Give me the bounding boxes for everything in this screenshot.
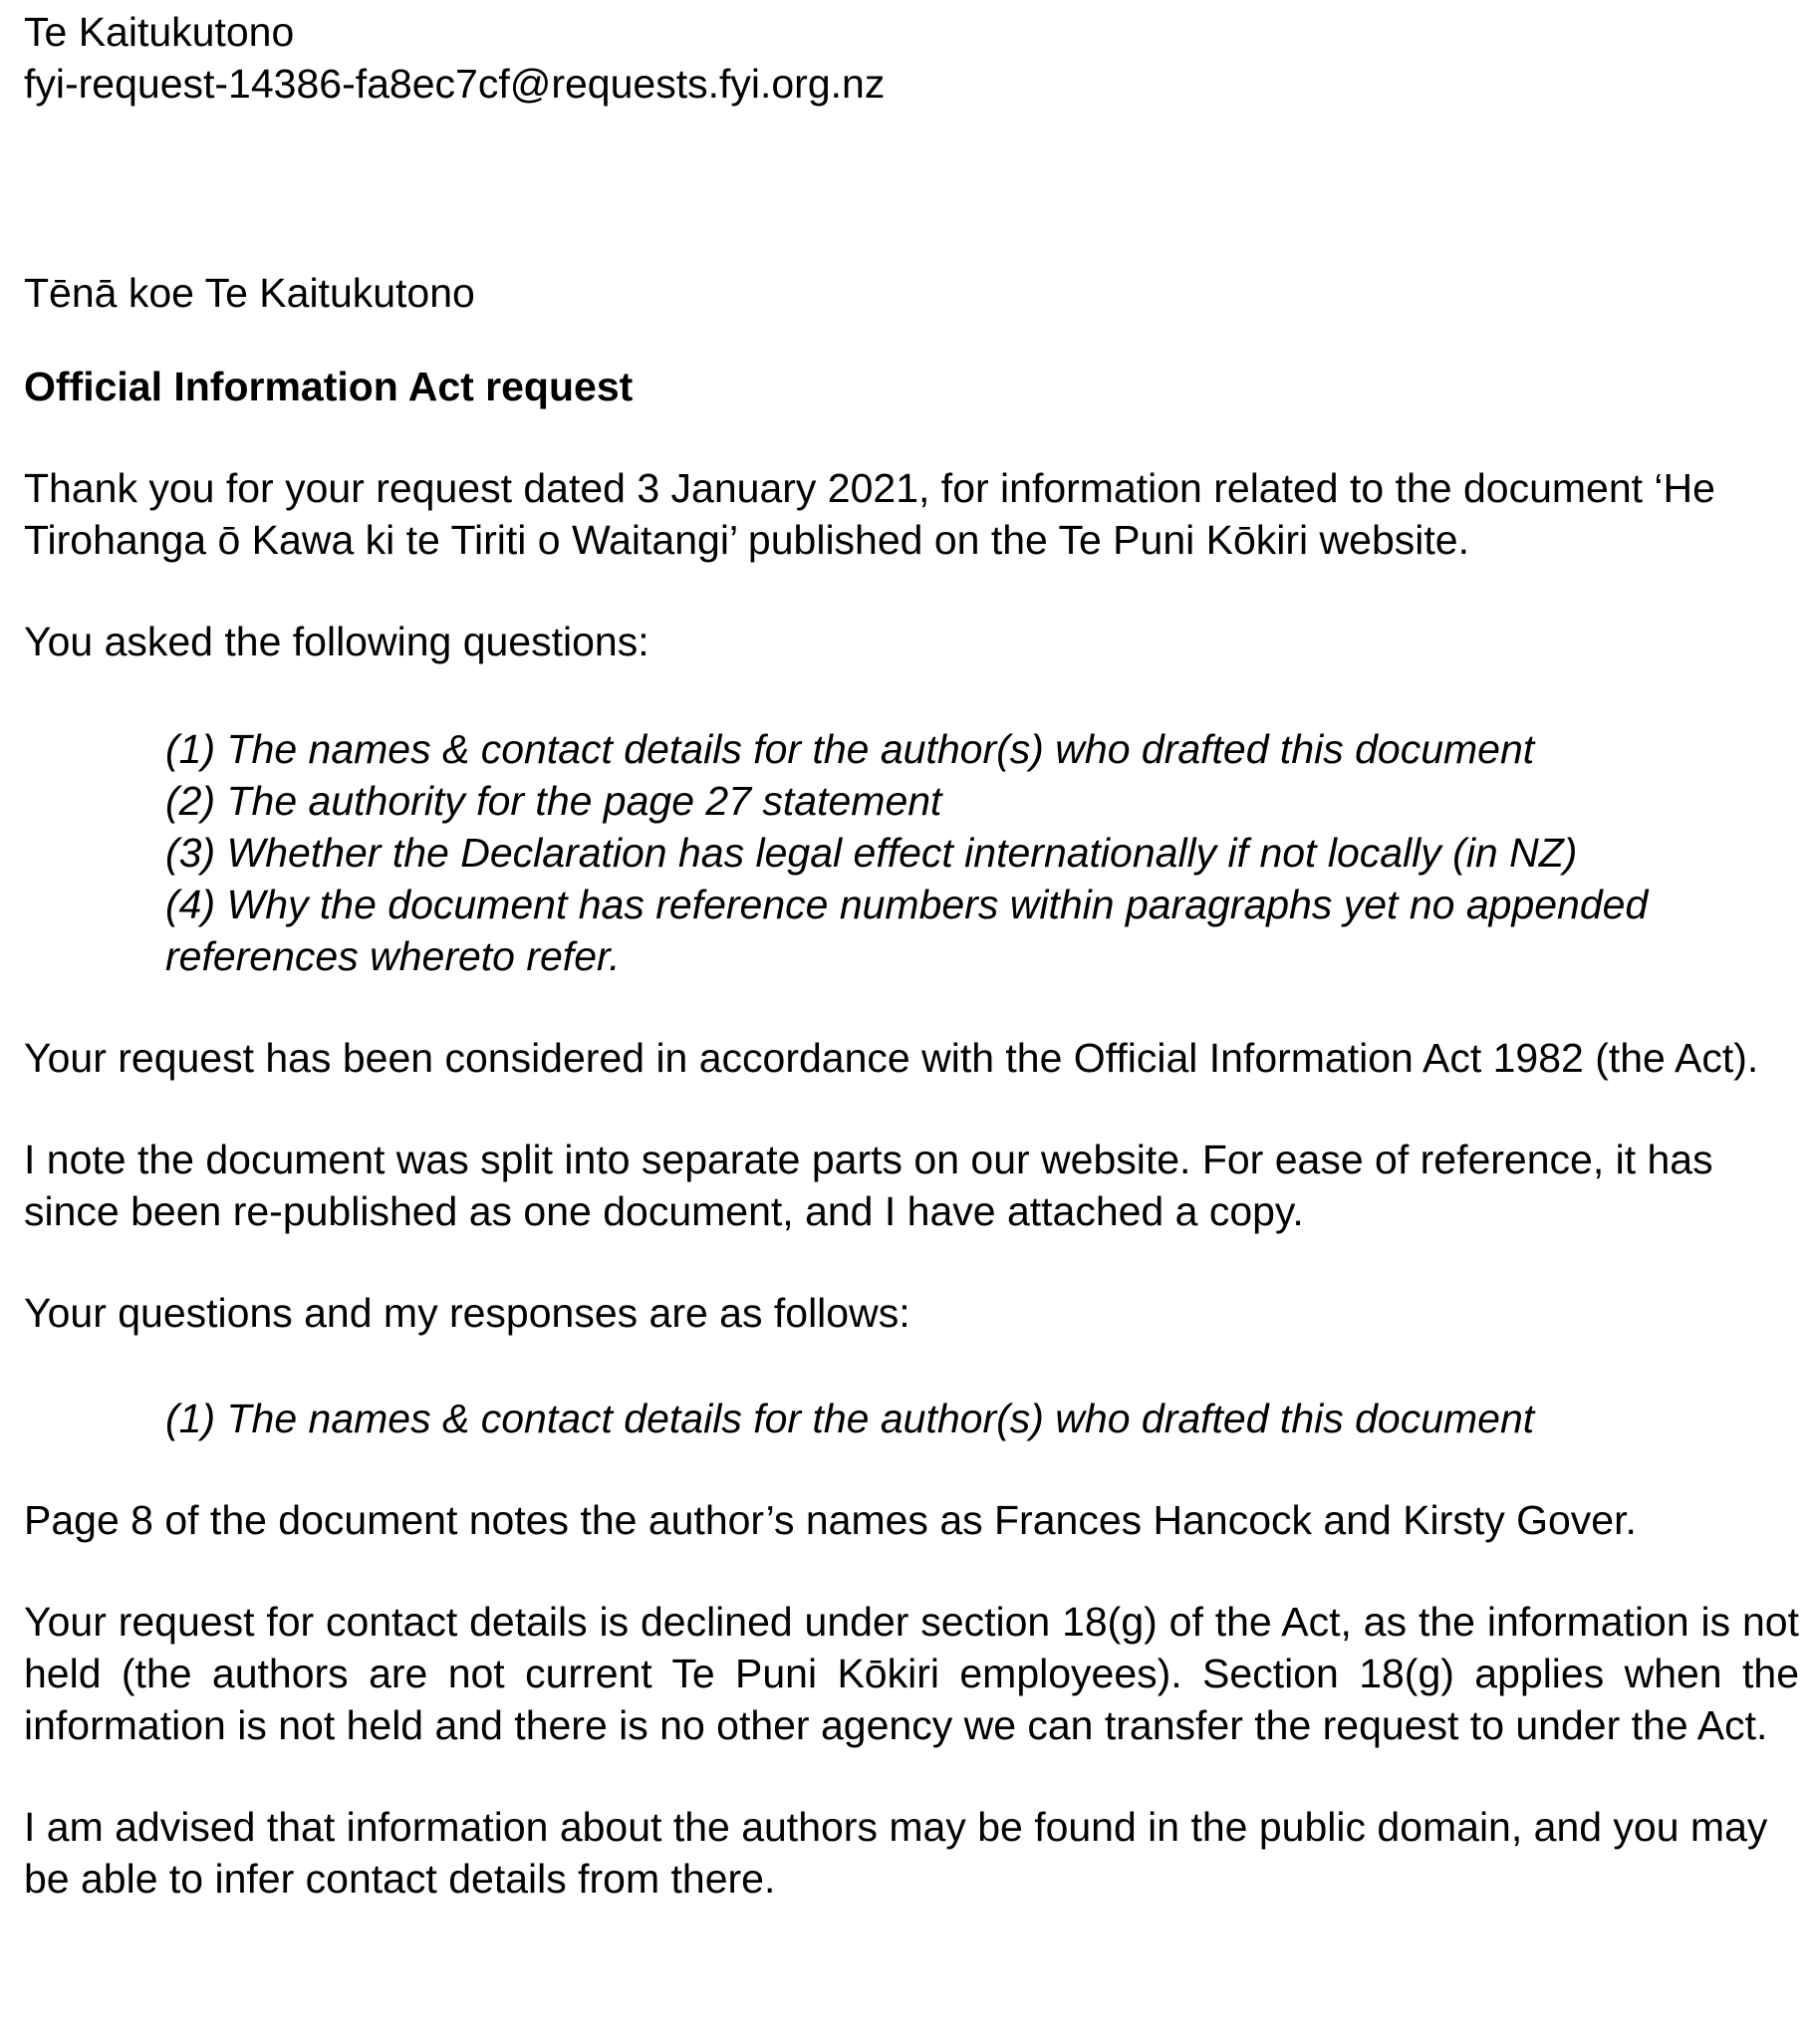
recipient-name: Te Kaitukutono [24,9,295,55]
recipient-email: fyi-request-14386-fa8ec7cf@requests.fyi.org.nz [24,61,886,107]
recipient-block [24,6,1799,110]
question-item [165,827,1799,879]
question-text: (2) The authority for the page 27 statement [165,778,942,824]
response-1-advice: I am advised that information about the authors may be found in the public domain, and you may be able to infer contact details from there. [24,1804,1768,1902]
note-paragraph: I note the document was split into separate parts on our website. For ease of reference, it has since been re-published as one document, and I have attached a copy. [24,1137,1713,1234]
question-item [165,879,1799,982]
response-1-declined: Your request for contact details is declined under section 18(g) of the Act, as the information is not held (the authors are not current Te Puni Kōkiri employees). Section 18(g) applies when the information is not held and there is no other agency we can transfer the request to under the Act. [24,1599,1799,1748]
question-text: (4) Why the document has reference numbers within paragraphs yet no appended references whereto refer. [165,882,1649,979]
response-1-authors: Page 8 of the document notes the author’s names as Frances Hancock and Kirsty Gover. [24,1497,1637,1543]
responses-intro: Your questions and my responses are as follows: [24,1290,910,1336]
considered-paragraph: Your request has been considered in accordance with the Official Information Act 1982 (the Act). [24,1035,1759,1081]
response-question-1: (1) The names & contact details for the author(s) who drafted this document [165,1396,1535,1441]
salutation: Tēnā koe Te Kaitukutono [24,270,475,316]
question-text: (3) Whether the Declaration has legal effect internationally if not locally (in NZ) [165,830,1578,876]
question-item [165,775,1799,827]
questions-list [24,723,1799,982]
subject-heading: Official Information Act request [24,364,634,409]
intro-paragraph: Thank you for your request dated 3 January 2021, for information related to the document ‘He Tirohanga ō Kawa ki te Tiriti o Waitangi’ published on the Te Puni Kōkiri website. [24,465,1715,563]
question-item [165,723,1799,775]
questions-intro: You asked the following questions: [24,619,649,664]
question-text: (1) The names & contact details for the author(s) who drafted this document [165,726,1535,772]
